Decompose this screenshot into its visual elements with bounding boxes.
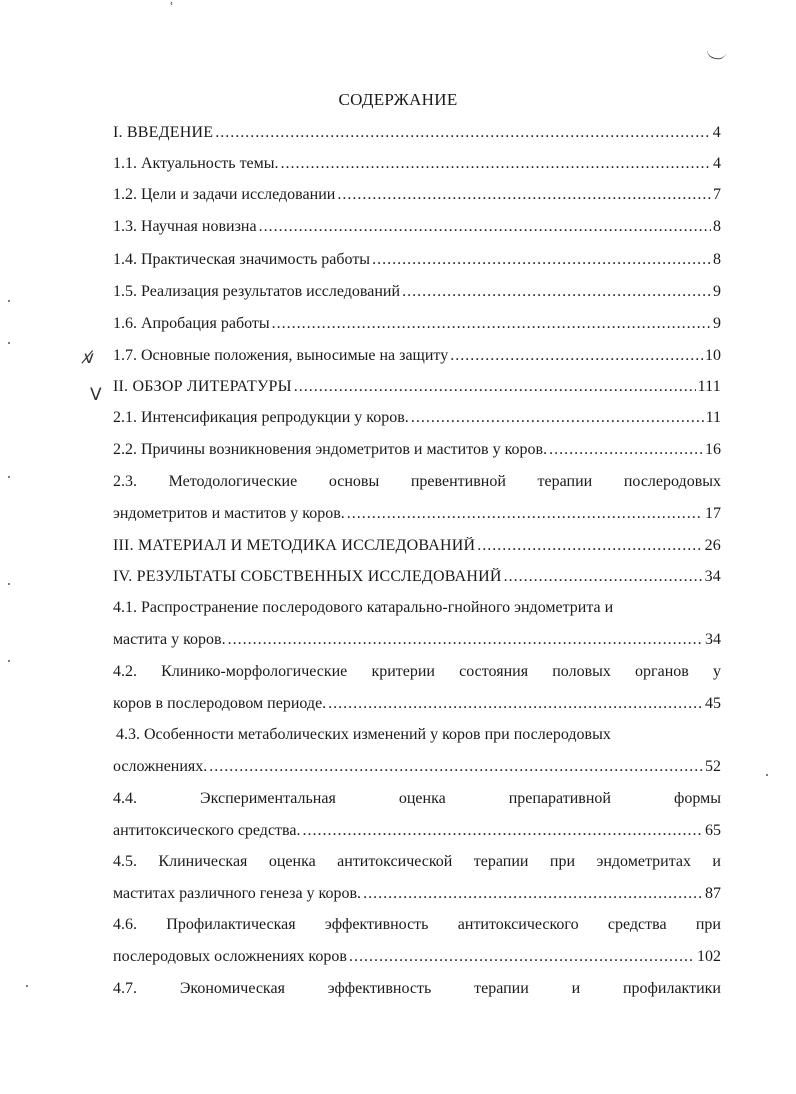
toc-entry-multiline-start: 4.1. Распространение послеродового катарально-гнойного эндометрита и: [113, 599, 614, 616]
handwritten-stroke-top-right: [705, 48, 726, 61]
toc-page-number: 65: [705, 822, 721, 839]
toc-page-number: 8: [713, 218, 721, 235]
toc-entry: 1.1. Актуальность темы. ..... 4: [113, 155, 721, 179]
toc-entry-multiline-start: 4.6. Профилактическая эффективность антитоксического средства при: [113, 916, 721, 933]
toc-page-number: 4: [712, 124, 721, 141]
handwritten-mark-left-2: V: [90, 385, 102, 405]
toc-page-number: 45: [705, 695, 721, 712]
scan-speck: [766, 774, 768, 776]
toc-page-number: 8: [713, 251, 721, 268]
toc-entry-multiline-start: 4.3. Особенности метаболических изменений у коров при послеродовых: [116, 726, 611, 743]
toc-page-number: 34: [704, 568, 721, 585]
toc-page-number: 111: [697, 378, 721, 395]
toc-entry: эндометритов и маститов у коров. ..... 17: [113, 505, 721, 529]
toc-entry: послеродовых осложнениях коров ..... 102: [113, 948, 721, 972]
scan-speck: [8, 342, 10, 344]
toc-page-number: 16: [705, 441, 721, 458]
toc-page-number: 10: [705, 347, 721, 364]
toc-entry: 1.5. Реализация результатов исследований ..... 9: [113, 283, 721, 307]
toc-entry: I. ВВЕДЕНИЕ ..... 4: [113, 124, 721, 148]
toc-entry: 1.4. Практическая значимость работы ..... 8: [113, 251, 721, 275]
toc-entry: коров в послеродовом периоде. ..... 45: [113, 695, 721, 719]
toc-entry: 2.1. Интенсификация репродукции у коров. ..... 11: [113, 409, 721, 433]
toc-page-number: 9: [713, 283, 721, 300]
toc-page-number: 87: [705, 885, 721, 902]
toc-page-number: 102: [697, 948, 721, 965]
toc-entry-multiline-start: 4.4. Экспериментальная оценка препаративной формы: [113, 790, 721, 807]
toc-page-number: 7: [713, 186, 721, 203]
toc-entry: 1.6. Апробация работы ..... 9: [113, 315, 721, 339]
scan-speck: [8, 300, 10, 302]
toc-entry-multiline-start: 4.2. Клинико-морфологические критерии состояния половых органов у: [113, 663, 721, 680]
toc-entry: III. МАТЕРИАЛ И МЕТОДИКА ИССЛЕДОВАНИЙ ..... 26: [113, 537, 721, 561]
toc-page-number: 26: [704, 537, 721, 554]
toc-entry: 1.2. Цели и задачи исследовании ..... 7: [113, 186, 721, 210]
handwritten-tick-top: ʿ: [170, 0, 174, 14]
handwritten-mark-left-1: v̸: [84, 348, 95, 368]
toc-entry-multiline-start: 4.7. Экономическая эффективность терапии и профилактики: [113, 980, 721, 997]
scan-speck: [8, 583, 10, 585]
toc-page-number: 11: [705, 409, 721, 426]
toc-entry-multiline-start: 2.3. Методологические основы превентивной терапии послеродовых: [113, 473, 721, 490]
page-title: СОДЕРЖАНИЕ: [338, 90, 458, 109]
toc-entry: IV. РЕЗУЛЬТАТЫ СОБСТВЕННЫХ ИССЛЕДОВАНИЙ ..... 34: [113, 568, 721, 592]
toc-entry-multiline-start: 4.5. Клиническая оценка антитоксической терапии при эндометритах и: [113, 853, 721, 870]
toc-entry: осложнениях. ..... 52: [113, 758, 721, 782]
toc-page-number: 9: [713, 315, 721, 332]
scan-speck: [26, 985, 28, 987]
toc-entry: 1.3. Научная новизна ..... 8: [113, 218, 721, 242]
toc-entry: маститах различного генеза у коров. ..... 87: [113, 885, 721, 909]
toc-entry: антитоксического средства. ..... 65: [113, 822, 721, 846]
toc-entry: II. ОБЗОР ЛИТЕРАТУРЫ ..... 111: [113, 378, 721, 402]
toc-page-number: 17: [705, 505, 721, 522]
toc-entry: мастита у коров. ..... 34: [113, 631, 721, 655]
scan-speck: [8, 476, 10, 478]
toc-page-number: 52: [705, 758, 721, 775]
toc-page-number: 4: [713, 155, 721, 172]
toc-page-number: 34: [705, 631, 721, 648]
toc-entry: 2.2. Причины возникновения эндометритов и маститов у коров. ..... 16: [113, 441, 721, 465]
scan-speck: [8, 660, 10, 662]
toc-entry: 1.7. Основные положения, выносимые на защиту ..... 10: [113, 347, 721, 371]
